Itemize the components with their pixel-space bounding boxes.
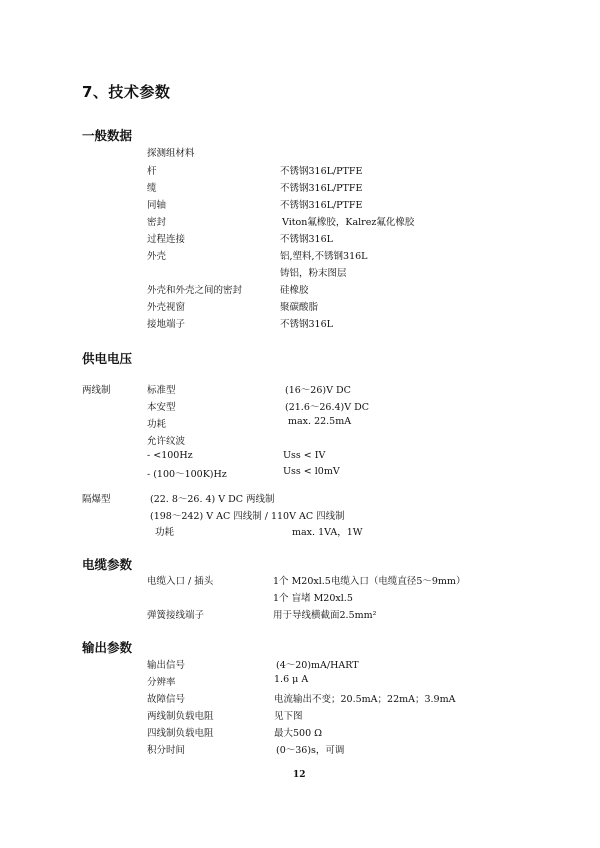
general-row-label: 外壳和外壳之间的密封	[147, 285, 243, 296]
cable-row-value: 1个 盲堵 M20xl.5	[273, 593, 353, 604]
general-data-heading: 一般数据	[82, 128, 133, 143]
cable-row-label: 弹簧接线端子	[147, 610, 205, 621]
general-row-label: 接地端子	[147, 319, 186, 330]
general-row-value: 不锈钢316L/PTFE	[280, 200, 363, 211]
supply-row-label: 功耗	[147, 419, 167, 430]
general-row-label: 缆	[147, 183, 157, 194]
supply-row-label: 标准型	[147, 385, 176, 396]
output-row-value: 电流输出不变；20.5mA；22mA；3.9mA	[274, 694, 456, 705]
page-title: 7、技术参数	[82, 83, 171, 101]
output-row-label: 分辨率	[147, 677, 176, 688]
general-row-value: 聚碳酸脂	[280, 302, 319, 313]
output-row-label: 四线制负载电阻	[147, 728, 214, 739]
output-row-label: 积分时间	[147, 745, 186, 756]
supply-row-value: Uss < IV	[283, 450, 326, 461]
general-row-value: 不锈钢316L/PTFE	[280, 183, 363, 194]
general-row-label: 外壳	[147, 251, 167, 262]
output-row-value: (0～36)s，可调	[276, 745, 345, 756]
supply-row-value: (16～26)V DC	[285, 385, 351, 396]
general-row-value: 不锈钢316L	[280, 234, 333, 245]
explosion-proof-line-2: (198～242) V AC 四线制 / 110V AC 四线制	[150, 511, 345, 522]
output-row-label: 输出信号	[147, 660, 186, 671]
general-row-label: 同轴	[147, 200, 167, 211]
output-row-value: 见下图	[274, 711, 303, 722]
supply-row-label: - (100～100K)Hz	[147, 469, 227, 480]
cable-row-value: 1个 M20xl.5电缆入口（电缆直径5～9mm）	[273, 576, 466, 587]
supply-row-label: - <100Hz	[147, 450, 193, 461]
general-row-value: 铸铝，粉末图层	[280, 268, 347, 279]
general-row-label: 密封	[147, 217, 167, 228]
general-row-label: 杆	[147, 166, 157, 177]
cable-row-label: 电缆入口 / 插头	[147, 576, 214, 587]
supply-row-label: 本安型	[147, 402, 176, 413]
output-row-value: 1.6 μ A	[274, 674, 309, 685]
two-wire-label: 两线制	[82, 385, 111, 396]
explosion-proof-label: 隔爆型	[82, 494, 111, 505]
supply-row-value: (21.6～26.4)V DC	[285, 402, 369, 413]
general-row-label: 过程连接	[147, 234, 186, 245]
output-row-label: 故障信号	[147, 694, 186, 705]
supply-row-value: Uss < l0mV	[283, 466, 340, 477]
cable-row-value: 用于导线横截面2.5mm²	[273, 610, 377, 621]
general-row-value: 不锈钢316L	[280, 319, 333, 330]
output-row-label: 两线制负载电阻	[147, 711, 214, 722]
supply-row-label: 允许纹波	[147, 436, 186, 447]
general-row-label: 外壳视窗	[147, 302, 186, 313]
output-params-heading: 输出参数	[82, 640, 133, 655]
power-consumption-value: max. 1VA，1W	[292, 527, 363, 538]
general-row-value: Viton氟橡胶，Kalrez氟化橡胶	[282, 217, 415, 228]
supply-voltage-heading: 供电电压	[82, 351, 133, 366]
page-number: 12	[293, 770, 306, 780]
general-row-value: 铝,塑料,不锈钢316L	[280, 251, 368, 262]
probe-material-subheading: 探测组材料	[147, 148, 195, 159]
supply-row-value: max. 22.5mA	[288, 416, 352, 427]
output-row-value: 最大500 Ω	[274, 728, 323, 739]
output-row-value: (4～20)mA/HART	[276, 660, 359, 671]
cable-params-heading: 电缆参数	[82, 557, 133, 572]
explosion-proof-line-1: (22. 8～26. 4) V DC 两线制	[150, 494, 275, 505]
general-row-value: 硅橡胶	[280, 285, 309, 296]
power-consumption-label: 功耗	[155, 527, 175, 538]
general-row-value: 不锈钢316L/PTFE	[280, 166, 363, 177]
